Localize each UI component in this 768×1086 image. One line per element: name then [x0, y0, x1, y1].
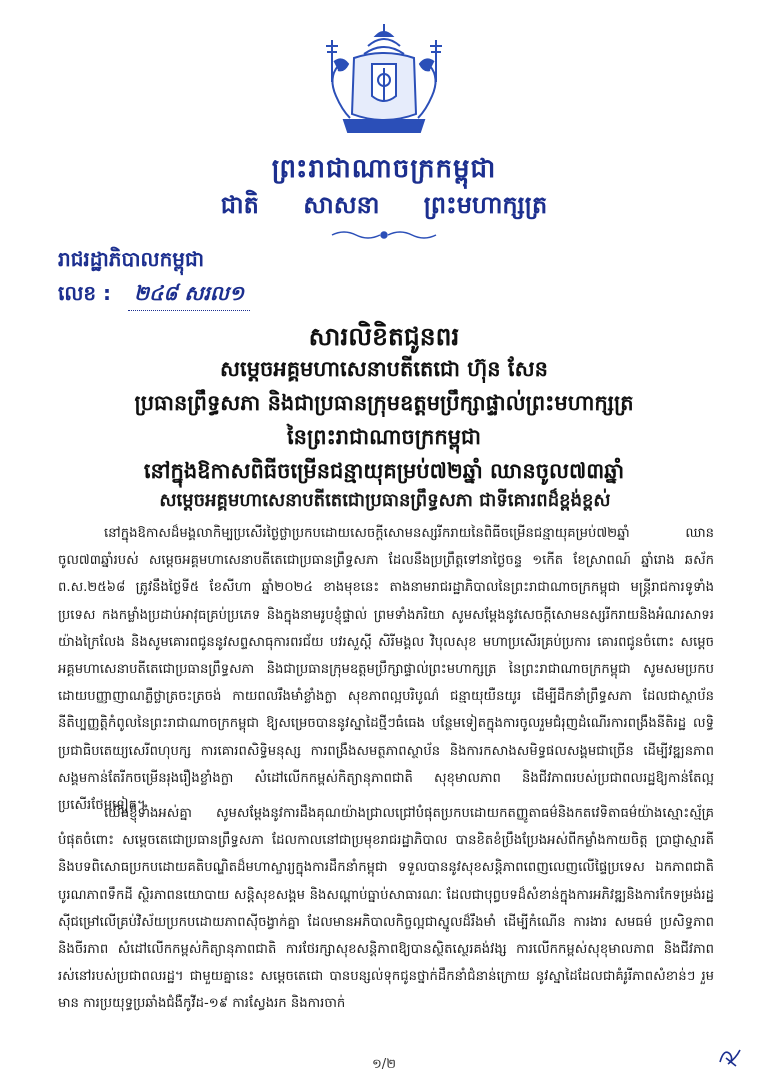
body-paragraph-1: នៅក្នុងឱកាសដ៏មង្គលាកិម្បប្រសើរថ្ងៃថ្លាប្រកបដោយសេចក្តីសោមនស្សរីករាយនៃពិធីចម្រើនជន្មាយុគម្រប់៧២ឆ្នាំ ឈានចូល៧៣ឆ្នាំរបស់ សម្តេចអគ្គមហាសេនាបតីតេជោប្រធានព្រឹទ្ធសភា ដែលនឹងប្រព្រឹត្តទៅនាថ្ងៃចន្ទ ១កើត ខែស្រាពណ៍ ឆ្នាំរោង ឆស័ក ព.ស.២៥៦៨ ត្រូវនឹងថ្ងៃទី៥ ខែសីហា ឆ្នាំ២០២៤ ខាងមុខនេះ តាងនាមរាជរដ្ឋាភិបាលនៃព្រះរាជាណាចក្រកម្ពុជា មន្ត្រីរាជការទូទាំងប្រទេស កងកម្លាំងប្រដាប់អាវុធគ្រប់ប្រភេទ និងក្នុងនាមរូបខ្ញុំផ្ទាល់ ព្រមទាំងភរិយា សូមសម្តែងនូវសេចក្តីសោមនស្សរីករាយនិងអំណរសាទរយ៉ាងក្រៃលែង និងសូមគោរពជូននូវសព្ទសាធុការពរជ័យ បវរសួស្តី សិរីមង្គល វិបុលសុខ មហាប្រសើរគ្រប់ប្រការ គោរពជូនចំពោះ សម្តេចអគ្គមហាសេនាបតីតេជោប្រធានព្រឹទ្ធសភា និងជាប្រធានក្រុមឧត្តមប្រឹក្សាផ្ទាល់ព្រះមហាក្សត្រ នៃព្រះរាជាណាចក្រកម្ពុជា សូមសមប្រកបដោយបញ្ញាញាណភ្លឺថ្លាត្រចះត្រចង់ កាយពលរឹងមាំខ្លាំងក្លា សុខភាពល្អបរិបូណ៌ ជន្មាយុយឺនយូរ ដើម្បីដឹកនាំព្រឹទ្ធសភា ដែលជាស្ថាប័ននីតិប្បញ្ញត្តិកំពូលនៃព្រះរាជាណាចក្រកម្ពុជា ឱ្យសម្រេចបាននូវស្នាដៃថ្មីៗធំធេង បន្ថែមទៀតក្នុងការចូលរួមជំរុញដំណើរការពង្រឹងនីតិរដ្ឋ លទ្ធិប្រជាធិបតេយ្យសេរីពហុបក្ស ការគោរពសិទ្ធិមនុស្ស ការពង្រឹងសមត្ថភាពស្ថាប័ន និងការកសាងសមិទ្ធផលសង្គមជាច្រើន ដើម្បីវឌ្ឍនភាពសង្គមកាន់តែរីកចម្រើនរុងរឿងខ្លាំងក្លា សំដៅលើកកម្ពស់កិត្យានុភាពជាតិ សុខុមាលភាព និងជីវភាពរបស់ប្រជាពលរដ្ឋឱ្យកាន់តែល្អប្រសើរថែមទៀត។: [58, 526, 714, 814]
kingdom-title: ព្រះរាជាណាចក្រកម្ពុជា: [271, 154, 497, 184]
recipient-country: នៃព្រះរាជាណាចក្រកម្ពុជា: [286, 425, 481, 449]
issuing-authority: រាជរដ្ឋាភិបាលកម្ពុជា: [58, 247, 204, 271]
recipient-position: ប្រធានព្រឹទ្ធសភា និងជាប្រធានក្រុមឧត្តមប្រឹក្សាផ្ទាល់ព្រះមហាក្សត្រ: [134, 391, 634, 415]
reference-value: ២៤៨ សរល១: [128, 280, 250, 311]
motto-nation: ជាតិ: [220, 191, 259, 219]
motto-religion: សាសនា: [303, 191, 380, 219]
national-motto: [0, 190, 768, 225]
recipient-name: សម្តេចអគ្គមហាសេនាបតីតេជោ ហ៊ុន សែន: [220, 357, 548, 381]
decorative-divider-icon: [330, 228, 438, 242]
page-number: ១/២: [371, 1057, 397, 1072]
body-paragraph-2: យើងខ្ញុំទាំងអស់គ្នា សូមសម្តែងនូវការដឹងគុណយ៉ាងជ្រាលជ្រៅបំផុតប្រកបដោយកតញ្ញូតាធម៌និងកតវេទិតាធម៌យ៉ាងស្មោះស្ម័គ្របំផុតចំពោះ សម្តេចតេជោប្រធានព្រឹទ្ធសភា ដែលកាលនៅជាប្រមុខរាជរដ្ឋាភិបាល បានខិតខំប្រឹងប្រែងអស់ពីកម្លាំងកាយចិត្ត ប្រាជ្ញាស្មារតី និងបទពិសោធប្រកបដោយគតិបណ្ឌិតដ៏មហាស្ចារ្យក្នុងការដឹកនាំកម្ពុជា ទទួលបាននូវសុខសន្តិភាពពេញលេញលើផ្ទៃប្រទេស ឯកភាពជាតិ បូរណភាពទឹកដី ស្ថិរភាពនយោបាយ សន្តិសុខសង្គម និងសណ្តាប់ធ្នាប់សាធារណៈ ដែលជាបុព្វបទដ៏សំខាន់ក្នុងការអភិវឌ្ឍនិងការកែទម្រង់រដ្ឋស៊ីជម្រៅលើគ្រប់វិស័យប្រកបដោយភាពស៊ីចង្វាក់គ្នា ដែលមានអភិបាលកិច្ចល្អជាស្នូលដ៏រឹងមាំ ដើម្បីកំណើន ការងារ សមធម៌ ប្រសិទ្ធភាព និងចីរភាព សំដៅលើកកម្ពស់កិត្យានុភាពជាតិ ការថែរក្សាសុខសន្តិភាពឱ្យបានស្ថិតស្ថេរគង់វង្ស ការលើកកម្ពស់សុខុមាលភាព និងជីវភាពរស់នៅរបស់ប្រជាពលរដ្ឋ។ ជាមួយគ្នានេះ សម្តេចតេជោ បានបន្សល់ទុកជូនថ្នាក់ដឹកនាំជំនាន់ក្រោយ នូវស្នាដៃដែលជាគំរូរីភាពសំខាន់ៗ រួមមាន ការប្រយុទ្ធប្រឆាំងជំងឺកូវីដ-១៩ ការស្វែងរក និងការចាក់: [58, 806, 714, 1012]
handwritten-initials-icon: [716, 1044, 742, 1068]
letter-title: សារលិខិតជូនពរ: [308, 322, 460, 351]
reference-label: លេខ :: [58, 281, 112, 305]
royal-coat-of-arms-icon: [324, 22, 444, 138]
salutation: សម្តេចអគ្គមហាសេនាបតីតេជោប្រធានព្រឹទ្ធសភា ជាទីគោរពដ៏ខ្ពង់ខ្ពស់: [159, 490, 611, 511]
occasion: នៅក្នុងឱកាសពិធីចម្រើនជន្មាយុគម្រប់៧២ឆ្នាំ ឈានចូល៧៣ឆ្នាំ: [143, 459, 625, 483]
reference-number: [58, 280, 250, 311]
motto-king: ព្រះមហាក្សត្រ: [423, 191, 548, 219]
